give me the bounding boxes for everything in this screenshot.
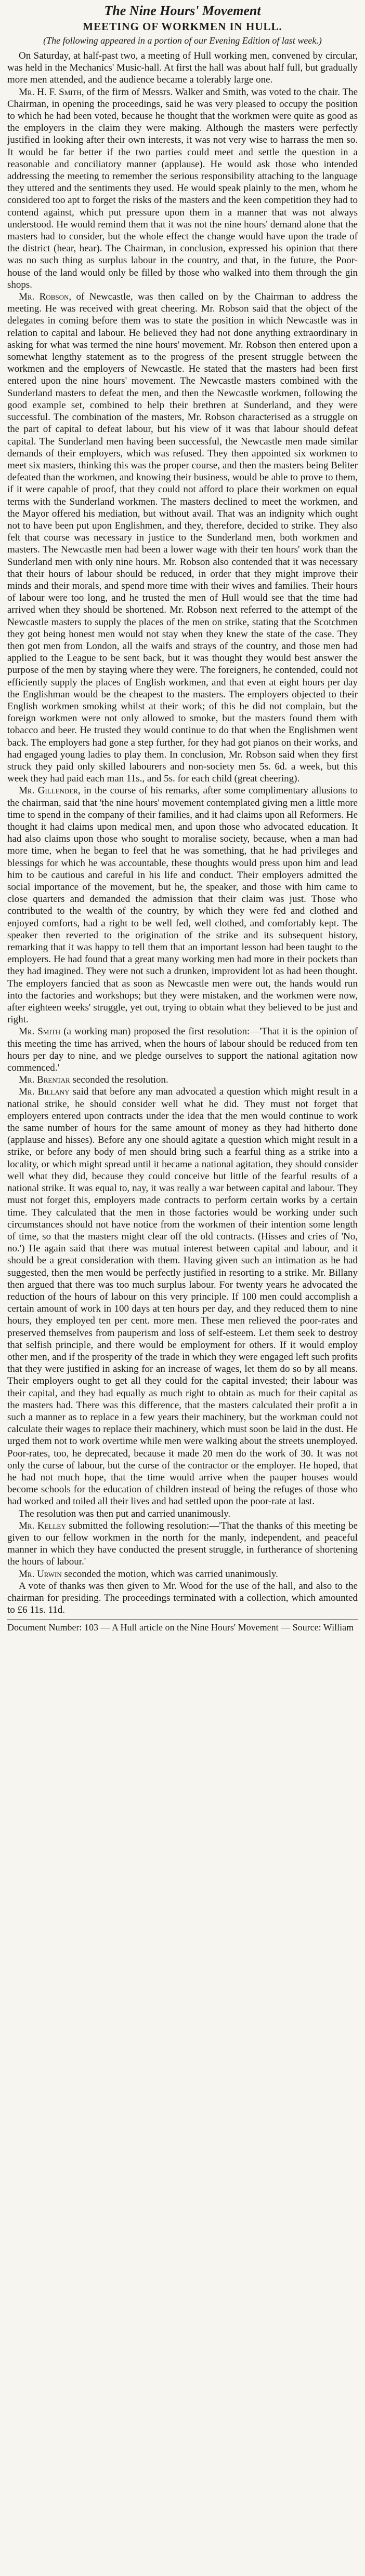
speaker-name: Mr. Smith <box>19 1026 61 1037</box>
article-paragraph <box>7 1074 358 1086</box>
speaker-name: Mr. Brentar <box>19 1074 70 1086</box>
article-subtitle: MEETING OF WORKMEN IN HULL. <box>83 20 282 33</box>
speaker-name: Mr. H. F. Smith, <box>19 86 84 98</box>
paragraph-text: submitted the following resolution:—'That the thanks of this meeting be given to our fellow workmen in the north for the manly, independent, and peaceful manner in which they have conducted the present struggle, in furtherance of shortening the hours of labour.' <box>7 1520 358 1568</box>
paragraph-text: seconded the resolution. <box>72 1074 168 1086</box>
article-paragraph <box>7 785 358 1026</box>
article-paragraph <box>7 1580 358 1616</box>
paragraph-text: seconded the motion, which was carried unanimously. <box>64 1568 278 1580</box>
article-paragraph <box>7 1508 358 1520</box>
article-paragraph <box>7 1086 358 1507</box>
article-paragraph <box>7 86 358 291</box>
document-footer: Document Number: 103 — A Hull article on the Nine Hours' Movement — Source: William <box>7 1622 354 1633</box>
paragraph-text: (a working man) proposed the first resolution:—'That it is the opinion of this meeting the time has arrived, when the hours of labour should be reduced from ten hours per day to nine, and we pledge ourselves to support the national agitation now commenced.' <box>7 1026 358 1074</box>
article-title: The Nine Hours' Movement <box>104 3 261 18</box>
paragraph-text: said that before any man advocated a question which might result in a national strike, he should consider well what he did. They must not forget that employers entered upon contracts under the idea that the men would continue to work the same number of hours for the same amount of money as they had hitherto done (applause and hisses). Before any one should agitate a question which might result in a strike, or before any body of men should bring such a fearful thing as a strike into a locality, or which might spread until it became a national agitation, they should consider well what they did, because they could conceive but little of the fearful results of a national strike. It was equal to, nay, it was really a war between capital and labour. They must not forget this, employers made contracts to perform certain works by a certain time. They calculated that the men in those factories would be working under such circumstances should not have notice from the workmen of their intention some length of time, so that the masters might clear off the old contracts. (Hisses and cries of 'No, no.') He again said that there was mutual interest between capital and labour, and it should be a great consideration with them. Having given such an intimation as he had suggested, then the men would be perfectly justified in resorting to a strike. Mr. Billany then argued that there was too much surplus labour. For twenty years he advocated the reduction of the hours of labour on this very principle. If 100 men could accomplish a certain amount of work in 100 days at ten hours per day, and they reduced them to nine hours, they employed ten per cent. more men. These men relieved the poor-rates and preserved themselves from pauperism and loss of self-esteem. Let them seek to destroy that selfish principle, and there would be employment for others. If it would employ other men, and if the prosperity of the trade in which they were engaged left such profits that they were justified in asking for an increase of wages, let them do so by all means. Their employers ought to get all they could for the capital invested; their labour was their capital, and they had equally as much right to obtain as much for their capital as the masters had. There was this difference, that the masters calculated their profit a in such a manner as to replace in a few years their machinery, but the workman could not calculate their wages to replace their machinery, which must soon be laid in the dust. He urged them not to work overtime while men were walking about the streets unemployed. Poor-rates, too, he deprecated, because it made 20 men do the work of 30. It was not only the curse of labour, but the curse of the contractor or the employer. He hoped, that he had not much hope, that the time would arrive when the pauper houses would become schools for the education of children instead of being the refuges of those who had worked and toiled all their lives and had settled upon the poor-rate at last. <box>7 1086 358 1507</box>
paragraph-text: of the firm of Messrs. Walker and Smith, was voted to the chair. The Chairman, in opening the proceedings, said he was very pleased to occupy the position to which he had been voted, because he thought that the workmen were quite as good as the employers in the claim they were making. Although the masters were perfectly justified in looking after their own interests, it was not very wise to harrass the men so. It would be far better if the two parties could meet and settle the question in a reasonable and conciliatory manner (applause). He would ask those who intended addressing the meeting to remember the serious responsibility attaching to the language they uttered and the sentiments they used. He would speak plainly to the men, whom he considered too apt to forget the risks of the masters and the keen competition they had to contend against, which put pressure upon them in a manner that was not always understood. He would remind them that it was not the nine hours' demand alone that the masters had to consider, but the whole effect the change would have upon the trade of the district (hear, hear). The Chairman, in conclusion, expressed his opinion that there was no such thing as surplus labour in the country, and that, in the future, the Poor-house of the land would only be filled by those who walked into them through the gin shops. <box>7 86 358 290</box>
article-paragraph <box>7 1520 358 1568</box>
speaker-name: Mr. Robson, <box>19 291 72 303</box>
article-paragraph <box>7 50 358 86</box>
paragraph-text: A vote of thanks was then given to Mr. Wood for the use of the hall, and also to the chairman for presiding. The proceedings terminated with a collection, which amounted to £6 11s. 11d. <box>7 1580 358 1616</box>
paragraph-text: The resolution was then put and carried unanimously. <box>19 1508 231 1519</box>
paragraph-text: in the course of his remarks, after some complimentary allusions to the chairman, said that 'the nine hours' movement contemplated giving men a little more time to spend in the company of their families, and it had claims upon all Reformers. He thought it had claims upon medical men, and upon those who advocated education. It had also claims upon those who sought to moralise society, because, when a man had more time, when he began to feel that he was something, that he had privileges and blessings for which he was accountable, these thoughts would press upon him and lead him to be cautious and careful in his life and conduct. Their employers admitted the social importance of the movement, but he, the speaker, and those with him came to close quarters and demanded the admission that their claim was just. Those who contributed to the wealth of the country, by which they were fed and clothed and enjoyed comforts, had a right to be well fed, well clothed, and comfortably kept. The speaker then reverted to the origination of the strike and its subsequent history, remarking that it was happy to tell them that an important lesson had been taught to the employers. He had found that a great many working men had more in their pockets than they had imagined. They were not such a drunken, improvident lot as had been thought. The employers fancied that as soon as Newcastle men were out, the hands would run into the factories and workshops; but they were mistaken, and the workmen were now, after eighteen weeks' struggle, yet out, trying to obtain what they believed to be just and right. <box>7 785 358 1026</box>
divider-rule <box>7 1619 358 1620</box>
speaker-name: Mr. Billany <box>19 1086 70 1098</box>
article-header <box>7 3 358 47</box>
speaker-name: Mr. Kelley <box>19 1520 66 1531</box>
speaker-name: Mr. Gillender, <box>19 785 81 797</box>
article-paragraph <box>7 291 358 785</box>
edition-note: (The following appeared in a portion of our Evening Edition of last week.) <box>43 35 322 46</box>
article-paragraph <box>7 1568 358 1580</box>
article-body <box>7 50 358 1616</box>
speaker-name: Mr. Urwin <box>19 1568 62 1580</box>
paragraph-text: On Saturday, at half-past two, a meeting of Hull working men, convened by circular, was held in the Mechanics' Music-hall. At first the hall was about half full, but gradually more men attended, and the audience became a tolerably large one. <box>7 50 358 86</box>
paragraph-text: of Newcastle, was then called on by the Chairman to address the meeting. He was received with great cheering. Mr. Robson said that the object of the delegates in coming before them was to state the position in which Newcastle was in relation to capital and labour. He believed they had not done anything extraordinary in asking for what was termed the nine hours' movement. Mr. Robson then entered upon a somewhat lengthy statement as to the progress of the present struggle between the workmen and the employers of Newcastle. He stated that the masters had been first entered upon the nine hours' movement. The Newcastle masters combined with the Sunderland masters to defeat the men, and then the Newcastle workmen, following the good example set, combined to help their brethren at Sunderland, and they were successful. The combination of the masters, Mr. Robson characterised as a struggle on the part of capital to defeat labour, but his view of it was that labour should defeat capital. The Sunderland men having been successful, the Newcastle men made similar demands of their employers, which was refused. They then appointed six workmen to meet six masters, thinking this was the proper course, and then the masters being Beliter defeated than the workmen, and knowing their business, would be able to prove to them, if it were capable of proof, that they could not afford to place their workmen on equal terms with the Sunderland workmen. The masters declined to meet the workmen, and the Mayor offered his mediation, but without avail. That was an indignity which ought not to have been put upon Englishmen, and they, therefore, decided to strike. They also felt that course was necessary in justice to the Sunderland men, both workmen and masters. The Newcastle men had been a lower wage with their ten hours' work than the Sunderland men with only nine hours. Mr. Robson also contended that it was necessary that their hours of labour should be reduced, in order that they might improve their minds and their morals, and spend more time with their wives and families. Their hours of labour were too long, and he trusted the men of Hull would see that the time had arrived when they should be shortened. Mr. Robson next referred to the attempt of the Newcastle masters to supply the places of the men on strike, stating that the Scotchmen they got being honest men would not stay when they knew the state of the case. They then got men from London, all the waifs and strays of the country, and those men had applied to the League to be sent back, but it was thought they would best answer the purpose of the men by staying where they were. The foreigners, he contended, could not efficiently supply the places of English workmen, and that even at eight hours per day the Englishman would be the cheapest to the masters. The employers objected to their English workmen smoking whilst at their work; of this he did not complain, but the foreign workmen were not only allowed to smoke, but the masters found them with tobacco and beer. He trusted they would continue to do that when the Englishmen went back. The employers had gone a step further, for they had got pianos on their works, and had engaged young ladies to play them. In conclusion, Mr. Robson said when they first struck they paid only skilled labourers and non-society men 5s. 6d. a week, but this week they had paid each man 11s., and 5s. for each child (great cheering). <box>7 291 358 785</box>
article-paragraph <box>7 1026 358 1074</box>
